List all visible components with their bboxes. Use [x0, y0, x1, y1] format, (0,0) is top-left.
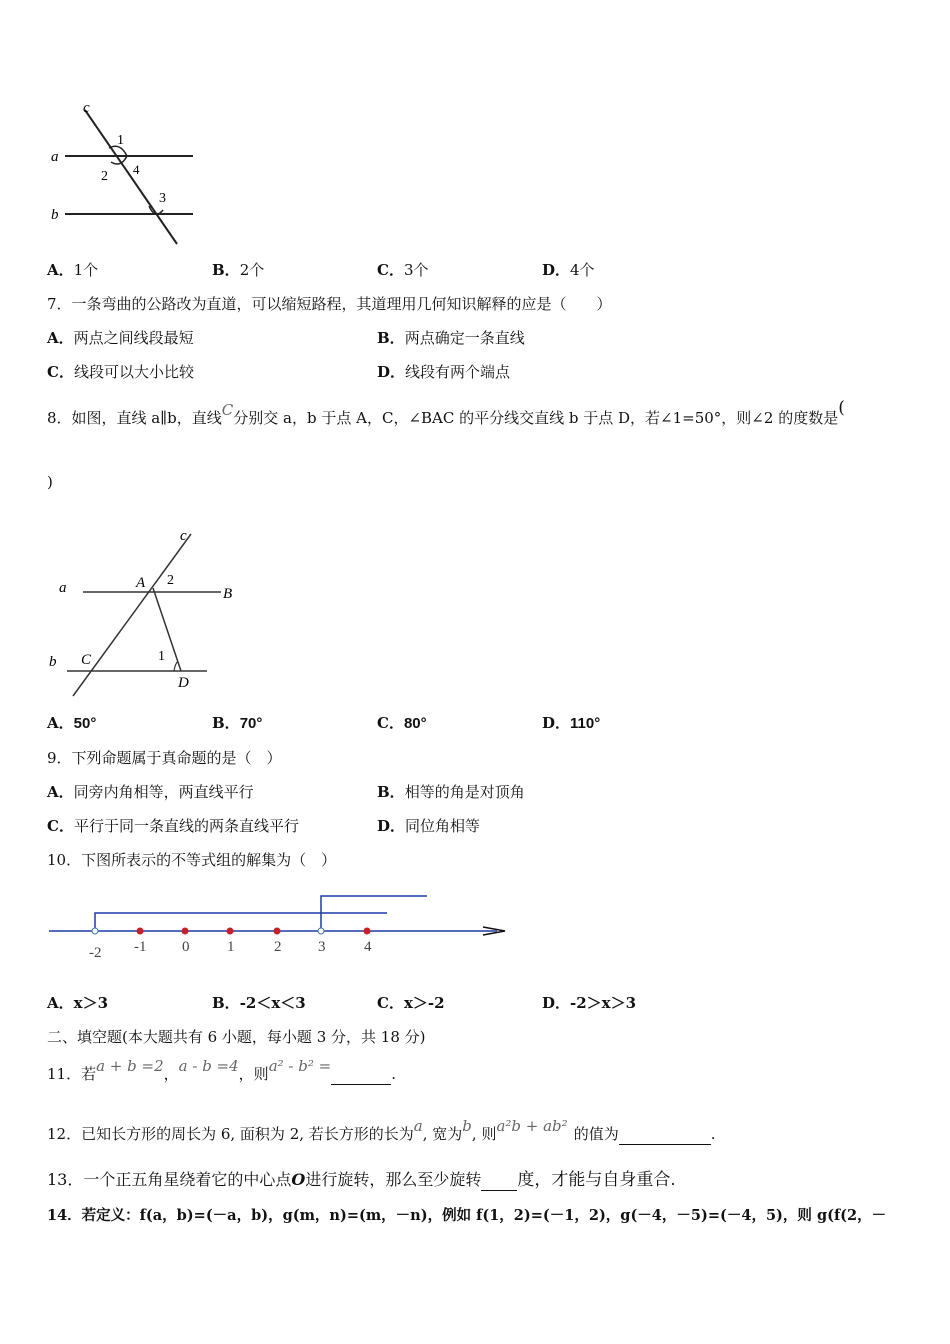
q6-option-d[interactable] [542, 260, 595, 280]
option-letter: A． [47, 783, 74, 801]
option-letter: C． [47, 817, 74, 835]
tick-point [364, 928, 370, 934]
option-letter: B． [212, 714, 240, 732]
option-letter: D． [542, 714, 571, 732]
q13-prefix: 13．一个正五角星绕着它的中心点 [47, 1170, 292, 1189]
option-letter: D． [542, 261, 571, 279]
q6-figure [45, 98, 205, 248]
q8-option-d[interactable] [542, 713, 600, 734]
tick-label: 1 [227, 939, 235, 955]
q11-end: . [391, 1065, 396, 1083]
option-letter: D． [542, 994, 571, 1012]
open-point [318, 928, 324, 934]
q8-figure [45, 528, 245, 698]
option-letter: D． [377, 817, 406, 835]
q10-option-a[interactable] [47, 993, 108, 1013]
option-letter: B． [212, 261, 240, 279]
q11-math-2: a - b =4 [178, 1057, 239, 1075]
q12-mid-1: , 宽为 [422, 1125, 463, 1143]
q9-stem: 9．下列命题属于真命题的是（ ） [47, 749, 282, 767]
q8-var-c: C [221, 401, 234, 419]
q10-number-line [45, 888, 515, 968]
tick-point [274, 928, 280, 934]
q12-end: . [710, 1125, 716, 1143]
label-2: 2 [167, 573, 174, 588]
option-text: 相等的角是对顶角 [404, 783, 525, 801]
option-letter: A． [47, 329, 74, 347]
option-letter: A． [47, 261, 74, 279]
option-text: 同位角相等 [405, 817, 481, 835]
option-text: 50° [73, 715, 97, 732]
tick-label: -2 [89, 945, 102, 961]
q11 [47, 1057, 396, 1085]
q13-end: . [670, 1170, 676, 1189]
angle-1-arc [174, 661, 178, 671]
q8-stem-part2: 分别交 a，b 于点 A，C，∠BAC 的平分线交直线 b 于点 D，若∠1=50°，则∠2 的度数是 [233, 409, 839, 427]
q6-option-a[interactable] [47, 260, 98, 280]
q8-open-paren: ( [838, 398, 845, 418]
q13 [47, 1170, 675, 1191]
q9-option-d[interactable] [377, 816, 480, 836]
q8-close-paren: ) [47, 473, 53, 491]
option-text: 线段可以大小比较 [73, 363, 194, 381]
q12 [47, 1117, 716, 1145]
tick-label: -1 [134, 939, 147, 955]
label-A: A [136, 575, 146, 591]
q12-var-a: a [413, 1117, 423, 1135]
q13-point-o: O [291, 1170, 306, 1189]
line-c [85, 110, 177, 244]
q6-option-c[interactable] [377, 260, 429, 280]
label-b: b [49, 654, 57, 670]
option-text: -2＜x＜3 [239, 994, 306, 1012]
q11-math-1: a + b =2 [96, 1057, 164, 1075]
tick-label: 0 [182, 939, 190, 955]
q7-option-d[interactable] [377, 362, 510, 382]
q13-suffix: 度，才能与自身重合 [517, 1170, 671, 1190]
q6-option-b[interactable] [212, 260, 264, 280]
label-2: 2 [101, 169, 108, 184]
q11-mid: ，则 [238, 1065, 269, 1083]
tick-point [182, 928, 188, 934]
q7-option-a[interactable] [47, 328, 194, 348]
option-letter: B． [377, 329, 405, 347]
tick-point [137, 928, 143, 934]
q14: 14．若定义：f(a，b)=(－a，b)，g(m，n)=(m，－n)，例如 f(1，2)=(－1，2)，g(－4，－5)=(－4，5)，则 g(f(2，－ [47, 1207, 887, 1224]
option-text: 4个 [570, 261, 595, 279]
q8-stem [47, 398, 845, 428]
option-text: x＞3 [73, 994, 109, 1012]
q12-var-b: b [462, 1117, 472, 1135]
option-text: 平行于同一条直线的两条直线平行 [73, 817, 299, 835]
tick-label: 3 [318, 939, 326, 955]
q10-stem: 10．下图所表示的不等式组的解集为（ ） [47, 851, 337, 869]
tick-label: 4 [364, 939, 372, 955]
q13-mid: 进行旋转，那么至少旋转 [305, 1170, 482, 1189]
option-text: 70° [239, 715, 263, 732]
q13-answer-blank[interactable] [481, 1170, 517, 1191]
option-letter: C． [47, 363, 74, 381]
q12-suffix: 的值为 [573, 1125, 619, 1143]
label-b: b [51, 207, 59, 223]
q10-option-c[interactable] [377, 993, 445, 1013]
label-D: D [178, 675, 189, 691]
label-a: a [59, 580, 67, 596]
option-letter: C． [377, 261, 404, 279]
q12-prefix: 12．已知长方形的周长为 6, 面积为 2, 若长方形的长为 [47, 1125, 414, 1143]
option-text: 80° [403, 715, 427, 732]
q8-option-b[interactable] [212, 713, 262, 734]
q12-mid-2: , 则 [471, 1125, 497, 1143]
label-1: 1 [117, 133, 124, 148]
option-text: x＞-2 [403, 994, 445, 1012]
open-point [92, 928, 98, 934]
label-a: a [51, 149, 59, 165]
q11-math-3: a² - b² = [268, 1057, 332, 1075]
q7-option-c[interactable] [47, 362, 194, 382]
option-text: 同旁内角相等，两直线平行 [73, 783, 254, 801]
option-letter: C． [377, 994, 404, 1012]
q9-option-c[interactable] [47, 816, 299, 836]
option-text: 两点确定一条直线 [404, 329, 525, 347]
q12-expression: a²b + ab² [496, 1117, 568, 1135]
label-C: C [81, 652, 92, 668]
option-text: 线段有两个端点 [405, 363, 511, 381]
label-c: c [83, 100, 90, 116]
q7-option-b[interactable] [377, 328, 525, 348]
option-letter: D． [377, 363, 406, 381]
label-4: 4 [133, 162, 140, 177]
q10-option-b[interactable] [212, 993, 306, 1013]
q11-answer-blank[interactable] [331, 1064, 391, 1085]
option-letter: B． [377, 783, 405, 801]
q11-prefix: 11．若 [47, 1065, 97, 1083]
option-letter: A． [47, 994, 74, 1012]
tick-label: 2 [274, 939, 282, 955]
q8-option-c[interactable] [377, 713, 427, 734]
option-text: 110° [570, 715, 601, 732]
label-c: c [180, 528, 187, 544]
option-text: 两点之间线段最短 [73, 329, 194, 347]
q7-stem: 7．一条弯曲的公路改为直道，可以缩短路程，其道理用几何知识解释的应是（ ） [47, 295, 612, 313]
label-B: B [223, 586, 233, 602]
option-text: -2＞x＞3 [570, 994, 637, 1012]
q8-stem-part1: 8．如图，直线 a∥b，直线 [47, 409, 222, 427]
option-text: 2个 [239, 261, 265, 279]
option-text: 3个 [403, 261, 429, 279]
q10-option-d[interactable] [542, 993, 636, 1013]
q9-option-b[interactable] [377, 782, 525, 802]
option-letter: B． [212, 994, 240, 1012]
option-letter: C． [377, 714, 404, 732]
q8-option-a[interactable] [47, 713, 96, 734]
label-3: 3 [159, 191, 166, 206]
option-text: 1个 [73, 261, 99, 279]
q12-answer-blank[interactable] [619, 1124, 711, 1145]
section-2-title: 二、填空题(本大题共有 6 小题，每小题 3 分，共 18 分) [47, 1028, 426, 1046]
tick-point [227, 928, 233, 934]
q11-sep: ， [163, 1065, 179, 1083]
option-letter: A． [47, 714, 74, 732]
q9-option-a[interactable] [47, 782, 254, 802]
label-1: 1 [158, 649, 165, 664]
